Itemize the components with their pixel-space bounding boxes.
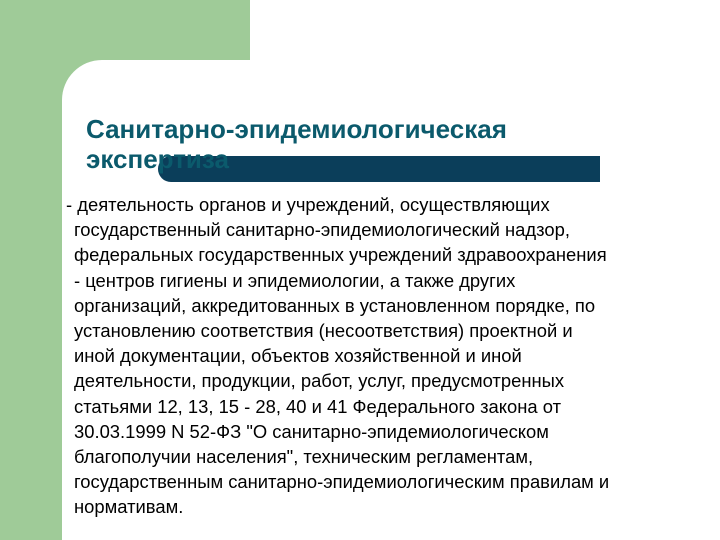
slide-title <box>86 114 686 174</box>
slide-title-line-2: экспертиза <box>86 144 229 174</box>
body-line-8: деятельности, продукции, работ, услуг, предусмотренных <box>74 370 565 392</box>
body-line-10: 30.03.1999 N 52-ФЗ "О санитарно-эпидемиологическом <box>74 420 549 442</box>
body-line-3: федеральных государственных учреждений здравоохранения <box>74 244 607 266</box>
body-line-7: иной документации, объектов хозяйственной и иной <box>74 345 522 367</box>
body-line-13: нормативам. <box>74 496 184 518</box>
body-line-5: организаций, аккредитованных в установленном порядке, по <box>74 294 596 316</box>
slide-body-text <box>58 192 718 520</box>
body-line-12: государственным санитарно-эпидемиологическим правилам и <box>74 471 610 493</box>
slide-title-line-1: Санитарно-эпидемиологическая <box>86 114 507 144</box>
body-line-2: государственный санитарно-эпидемиологический надзор, <box>74 219 570 241</box>
body-line-4: - центров гигиены и эпидемиологии, а также других <box>74 269 516 291</box>
body-line-9: статьями 12, 13, 15 - 28, 40 и 41 Федерального закона от <box>74 395 562 417</box>
body-line-6: установлению соответствия (несоответствия) проектной и <box>74 320 573 342</box>
body-line-1: - деятельность органов и учреждений, осуществляющих <box>66 194 550 215</box>
body-line-11: благополучии населения", техническим регламентам, <box>74 446 534 468</box>
